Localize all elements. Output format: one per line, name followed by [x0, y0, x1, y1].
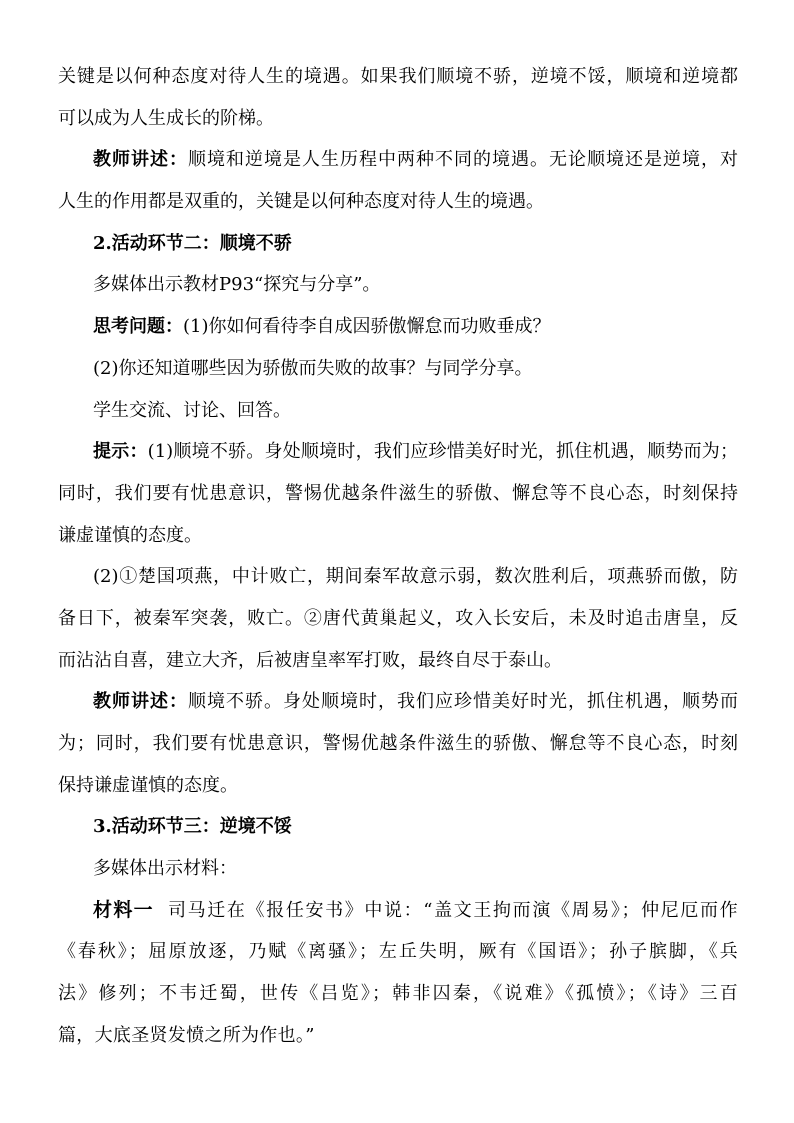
hint-line-3: 谦虚谨慎的态度。 [58, 524, 202, 546]
hint-line-1 [58, 431, 738, 473]
material-1-line-4: 篇，大底圣贤发愤之所为作也。” [58, 1024, 315, 1046]
teacher-talk-1-line-1 [58, 139, 738, 181]
student-response: 学生交流、讨论、回答。 [93, 399, 291, 421]
teacher-talk-2-line-1 [58, 681, 738, 723]
material-1-label: 材料一 [93, 898, 155, 921]
teacher-talk-label: 教师讲述： [93, 691, 188, 713]
intro-line-1: 关键是以何种态度对待人生的境遇。如果我们顺境不骄，逆境不馁，顺境和逆境都 [58, 66, 738, 87]
question-line-2: (2)你还知道哪些因为骄傲而失败的故事？与同学分享。 [93, 357, 533, 379]
examples-line-1: (2)①楚国项燕，中计败亡，期间秦军故意示弱，数次胜利后，项燕骄而傲，防 [93, 566, 738, 588]
examples-line-2: 备日下，被秦军突袭，败亡。②唐代黄巢起义，攻入长安后，未及时追击唐皇，反 [58, 607, 738, 629]
questions-label: 思考问题： [93, 316, 183, 338]
hint-line-2: 同时，我们要有忧患意识，警惕优越条件滋生的骄傲、懈怠等不良心态，时刻保持 [58, 482, 738, 504]
teacher-talk-label: 教师讲述： [93, 149, 188, 171]
material-1-line-2: 《春秋》；屈原放逐，乃赋《离骚》；左丘失明，厥有《国语》；孙子膑脚，《兵 [58, 941, 738, 963]
question-text: (1)你如何看待李自成因骄傲懈怠而功败垂成？ [183, 316, 551, 338]
activity-2-multimedia: 多媒体出示教材P93“探究与分享”。 [93, 274, 381, 296]
activity-3-multimedia: 多媒体出示材料： [93, 858, 237, 880]
activity-2-heading: 2.活动环节二：顺境不骄 [93, 232, 292, 254]
material-1-line-3: 法》修列；不韦迁蜀，世传《吕览》；韩非囚秦，《说难》《孤愤》；《诗》三百 [58, 983, 738, 1005]
teacher-talk-2-line-2: 为；同时，我们要有忧患意识，警惕优越条件滋生的骄傲、懈怠等不良心态，时刻 [58, 733, 738, 754]
examples-line-3: 而沾沾自喜，建立大齐，后被唐皇率军打败，最终自尽于泰山。 [58, 649, 562, 671]
document-body [58, 56, 738, 1057]
teacher-talk-1-line-2: 人生的作用都是双重的，关键是以何种态度对待人生的境遇。 [58, 191, 544, 213]
material-1-text: 司马迁在《报任安书》中说：“盖文王拘而演《周易》；仲尼厄而作 [168, 899, 738, 921]
intro-line-2: 可以成为人生成长的阶梯。 [58, 107, 274, 129]
hint-text: (1)顺境不骄。身处顺境时，我们应珍惜美好时光，抓住机遇，顺势而为； [147, 441, 738, 463]
activity-3-heading: 3.活动环节三：逆境不馁 [93, 816, 292, 838]
teacher-talk-2-line-3: 保持谦虚谨慎的态度。 [58, 774, 238, 796]
teacher-talk-text: 顺境和逆境是人生历程中两种不同的境遇。无论顺境还是逆境，对 [188, 149, 738, 171]
hint-label: 提示： [93, 441, 148, 463]
question-line-1 [58, 306, 738, 348]
material-1-line-1 [58, 890, 738, 932]
teacher-talk-text: 顺境不骄。身处顺境时，我们应珍惜美好时光，抓住机遇，顺势而 [188, 691, 738, 713]
